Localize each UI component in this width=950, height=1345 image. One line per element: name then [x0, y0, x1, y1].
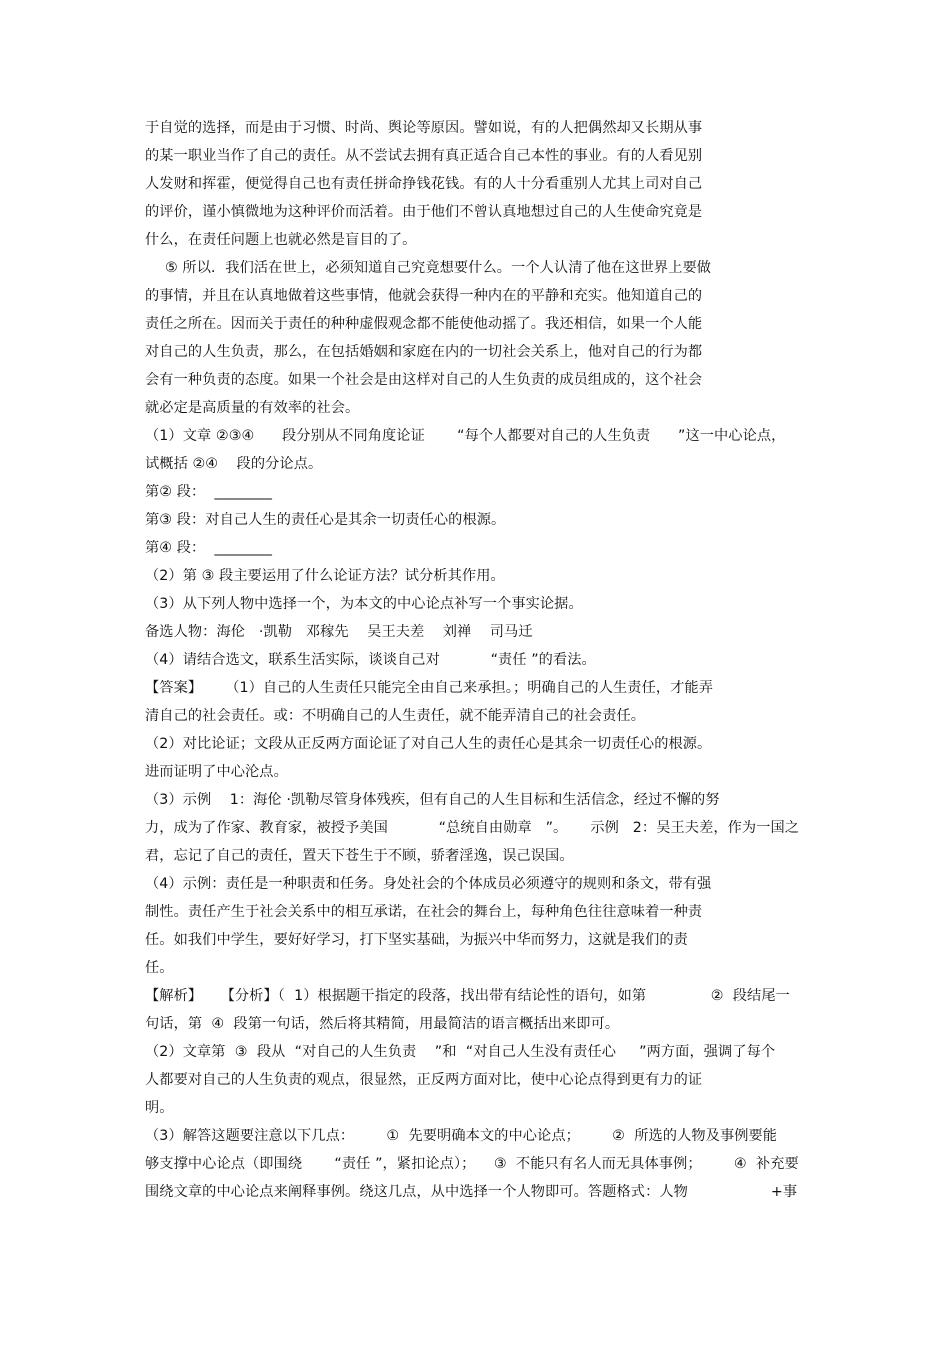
text-line: （2）第 ③ 段主要运用了什么论证方法？试分析其作用。: [145, 568, 505, 584]
text-line: 君，忘记了自己的责任，置天下苍生于不顾，骄奢淫逸，误己误国。: [145, 848, 574, 864]
text-line: 第④ 段： ________: [145, 540, 273, 556]
text-line: 力，成为了作家、教育家，被授予美国 “总统自由勋章 ”。 示例 2：吴王夫差，作为一国之: [145, 820, 800, 836]
text-line: （1）文章 ②③④ 段分别从不同角度论证 “每个人都要对自己的人生负责 ”这一中心论点，: [145, 428, 786, 444]
text-line: 制性。责任产生于社会关系中的相互承诺，在社会的舞台上，每种角色往往意味着一种责: [145, 904, 703, 920]
text-line: 就必定是高质量的有效率的社会。: [145, 400, 360, 416]
text-line: （3）从下列人物中选择一个，为本文的中心论点补写一个事实论据。: [145, 596, 583, 612]
text-line: 的事情，并且在认真地做着这些事情，他就会获得一种内在的平静和充实。他知道自己的: [145, 288, 703, 304]
text-line: 第② 段： ________: [145, 484, 273, 500]
text-line: （4）示例：责任是一种职责和任务。身处社会的个体成员必须遵守的规则和条文，带有强: [145, 876, 712, 892]
text-line: （2）对比论证；文段从正反两方面论证了对自己人生的责任心是其余一切责任心的根源。: [145, 736, 712, 752]
text-line: 进而证明了中心沦点。: [145, 764, 288, 780]
text-line: （3）解答这题要注意以下几点： ① 先要明确本文的中心论点； ② 所选的人物及事例要能: [145, 1128, 778, 1144]
text-line: 的某一职业当作了自己的责任。从不尝试去拥有真正适合自己本性的事业。有的人看见别: [145, 148, 703, 164]
text-line: 够支撑中心论点（即围绕 “责任 ”，紧扣论点）； ③ 不能只有名人而无具体事例； ④ 补充要: [145, 1156, 799, 1172]
text-line: 对自己的人生负责，那么，在包括婚姻和家庭在内的一切社会关系上，他对自己的行为都: [145, 344, 703, 360]
text-line: 的评价，谨小慎微地为这种评价而活着。由于他们不曾认真地想过自己的人生使命究竟是: [145, 204, 703, 220]
text-line: 任。如我们中学生，要好好学习，打下坚实基础，为振兴中华而努力，这就是我们的责: [145, 932, 688, 948]
text-line: （3）示例 1：海伦 ·凯勒尽管身体残疾，但有自己的人生目标和生活信念，经过不懈的努: [145, 792, 720, 808]
text-line: （2）文章第 ③ 段从 “对自己的人生负责 ”和 “对自己人生没有责任心 ”两方面，强调了每个: [145, 1044, 776, 1060]
text-line: （4）请结合选文，联系生活实际，谈谈自己对 “责任 ”的看法。: [145, 652, 596, 668]
text-line: 围绕文章的中心论点来阐释事例。绕这几点，从中选择一个人物即可。答题格式：人物 +事: [145, 1184, 798, 1200]
text-line: 【答案】 （1）自己的人生责任只能完全由自己来承担。；明确自己的人生责任，才能弄: [145, 680, 714, 696]
text-line: 人都要对自己的人生负责的观点，很显然，正反两方面对比，使中心论点得到更有力的证: [145, 1072, 703, 1088]
text-line: 【解析】 【分析】（ 1）根据题干指定的段落，找出带有结论性的语句，如第 ② 段结尾一: [145, 988, 790, 1004]
text-line: 什么，在责任问题上也就必然是盲目的了。: [145, 232, 417, 248]
text-line: 清自己的社会责任。或：不明确自己的人生责任，就不能弄清自己的社会责任。: [145, 708, 646, 724]
text-line: 备选人物：海伦 ·凯勒 邓稼先 吴王夫差 刘禅 司马迁: [145, 624, 533, 640]
text-line: 明。: [145, 1100, 174, 1116]
text-line: 于自觉的选择，而是由于习惯、时尚、舆论等原因。譬如说，有的人把偶然却又长期从事: [145, 120, 703, 136]
text-line: 会有一种负责的态度。如果一个社会是由这样对自己的人生负责的成员组成的，这个社会: [145, 372, 703, 388]
text-line: ⑤ 所以．我们活在世上，必须知道自己究竟想要什么。一个人认清了他在这世界上要做: [165, 260, 712, 276]
text-line: 任。: [145, 960, 174, 976]
text-line: 责任之所在。因而关于责任的种种虚假观念都不能使他动摇了。我还相信，如果一个人能: [145, 316, 703, 332]
text-line: 试概括 ②④ 段的分论点。: [145, 456, 323, 472]
text-line: 句话，第 ④ 段第一句话，然后将其精简，用最简洁的语言概括出来即可。: [145, 1016, 620, 1032]
text-line: 人发财和挥霍，便觉得自己也有责任拼命挣钱花钱。有的人十分看重别人尤其上司对自己: [145, 176, 703, 192]
text-line: 第③ 段：对自己人生的责任心是其余一切责任心的根源。: [145, 512, 506, 528]
